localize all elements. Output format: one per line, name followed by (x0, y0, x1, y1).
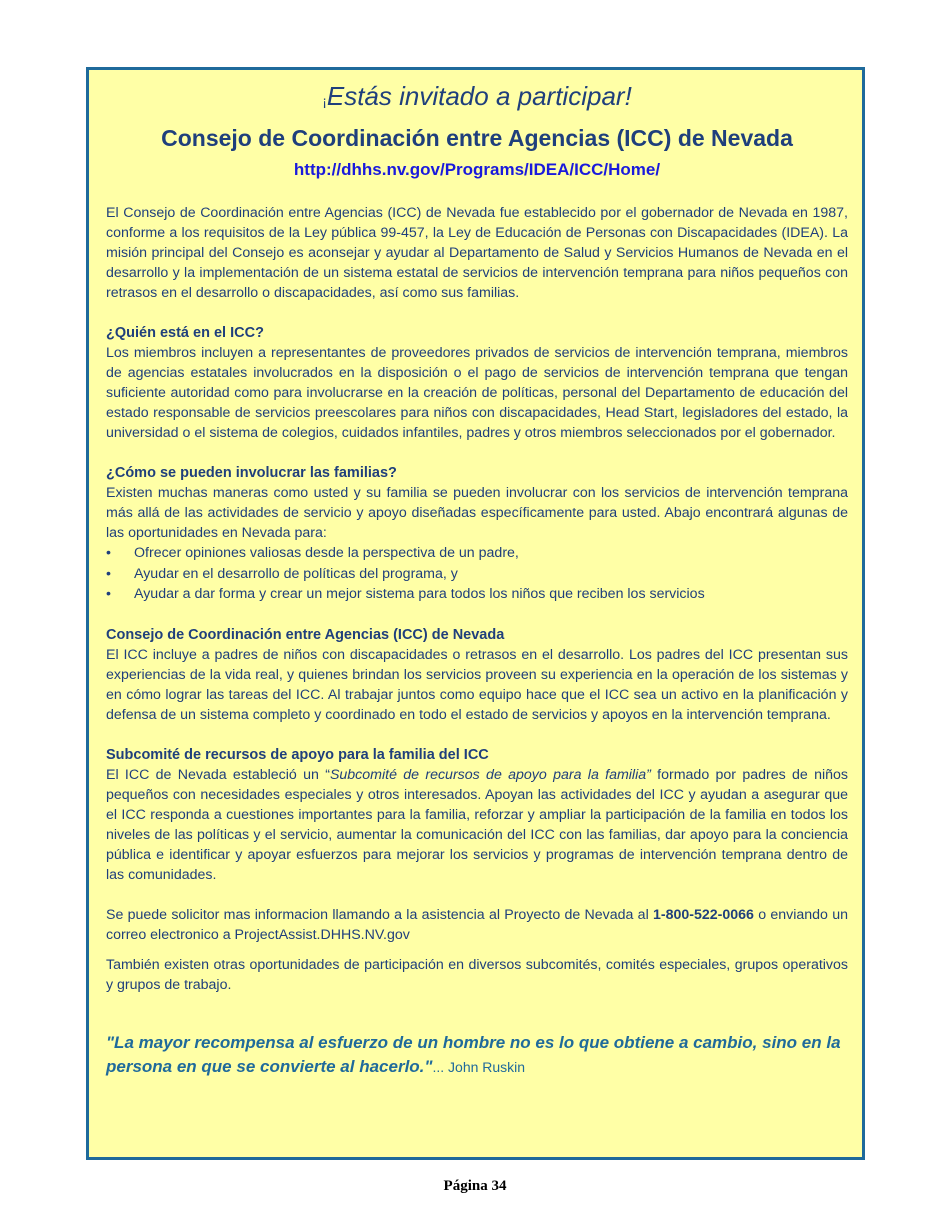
invite-text: Estás invitado a participar! (326, 81, 632, 111)
families-heading: ¿Cómo se pueden involucrar las familias? (106, 465, 397, 481)
list-item-text: Ayudar a dar forma y crear un mejor sistema para todos los niños que reciben los servicios (134, 586, 705, 602)
list-item-text: Ofrecer opiniones valiosas desde la perspectiva de un padre, (134, 545, 519, 561)
flyer-content (106, 70, 848, 1079)
subcommittee-body (106, 765, 848, 885)
bullet-icon: • (106, 586, 111, 602)
invite-mark: ¡ (322, 93, 327, 109)
families-body: Existen muchas maneras como usted y su familia se pueden involucrar con los servicios de intervención temprana más allá de las actividades de servicio y apoyo diseñadas específicamente para usted. Abajo encontrará algunas de las oportunidades en Nevada para: (106, 485, 848, 541)
icc-body: El ICC incluye a padres de niños con discapacidades o retrasos en el desarrollo. Los padres del ICC presentan sus experiencias de la vida real, y quienes brindan los servicios proveen su experiencia en la operación de los sistemas y en cómo lograr las tareas del ICC. Al trabajar juntos como equipo hace que el ICC sea un activo en la planificación y defensa de un sistema completo y coordinado en todo el estado de servicios y apoyos en la intervención temprana. (106, 646, 848, 723)
contact-paragraph (106, 905, 848, 945)
list-item (106, 584, 848, 605)
quote-text: "La mayor recompensa al esfuerzo de un hombre no es lo que obtiene a cambio, sino en la persona en que se convierte al hacerlo." (106, 1032, 841, 1076)
subcommittee-body-italic: Subcomité de recursos de apoyo para la familia” (329, 766, 651, 783)
families-bullet-list (106, 543, 848, 605)
quote (106, 1031, 848, 1079)
bullet-icon: • (106, 545, 111, 561)
icc-heading: Consejo de Coordinación entre Agencias (ICC) de Nevada (106, 626, 505, 643)
subcommittee-heading: Subcomité de recursos de apoyo para la familia del ICC (106, 746, 489, 763)
contact-phone: 1-800-522-0066 (652, 906, 754, 923)
page-number: Página 34 (443, 1178, 507, 1194)
icc-url-link[interactable]: http://dhhs.nv.gov/Programs/IDEA/ICC/Home/ (293, 160, 661, 179)
list-item (106, 564, 848, 585)
invite-heading (106, 80, 848, 117)
contact-pre: Se puede solicitor mas informacion llamando a la asistencia al Proyecto de Nevada al (106, 906, 653, 923)
contact-post: o enviando un correo electronico a ProjectAssist.DHHS.NV.gov (106, 906, 848, 943)
quote-author: ... John Ruskin (432, 1058, 526, 1075)
also-paragraph: También existen otras oportunidades de participación en diversos subcomités, comités especiales, grupos operativos y grupos de trabajo. (106, 956, 848, 993)
subcommittee-body-pre: El ICC de Nevada estableció un “ (106, 766, 330, 783)
intro-paragraph: El Consejo de Coordinación entre Agencias (ICC) de Nevada fue establecido por el gobernador de Nevada en 1987, conforme a los requisitos de la Ley pública 99-457, la Ley de Educación de Personas con Discapacidades (IDEA). La misión principal del Consejo es aconsejar y ayudar al Departamento de Salud y Servicios Humanos de Nevada en el desarrollo y la implementación de un sistema estatal de servicios de intervención temprana para niños pequeños con retrasos en el desarrollo o discapacidades, así como sus familias. (106, 205, 848, 301)
who-heading: ¿Quién está en el ICC? (106, 325, 264, 341)
subcommittee-body-post: formado por padres de niños pequeños con necesidades especiales y otros interesados. Apoyan las actividades del ICC y ayudan a asegurar que el ICC responda a cuestiones importantes para la familia, reforzar y ampliar la participación de la familia en todos los niveles de las políticas y el servicio, aumentar la comunicación del ICC con las familias, dar apoyo para la conciencia pública e identificar y apoyar esfuerzos para mejorar los servicios y programas de intervención temprana dentro de las comunidades. (106, 766, 848, 883)
bullet-icon: • (106, 565, 111, 582)
who-body: Los miembros incluyen a representantes de proveedores privados de servicios de intervención temprana, miembros de agencias estatales involucrados en la disposición o el pago de servicios de intervención temprana que tengan suficiente autoridad como para involucrarse en la creación de políticas, personal del Departamento de educación del estado responsable de servicios preescolares para niños con discapacidades, Head Start, legisladores del estado, la universidad o el sistema de colegios, cuidados infantiles, padres y otros miembros seleccionados por el gobernador. (106, 345, 848, 441)
page-title: Consejo de Coordinación entre Agencias (ICC) de Nevada (161, 125, 793, 151)
flyer-box (86, 67, 865, 1160)
list-item (106, 543, 848, 564)
list-item-text: Ayudar en el desarrollo de políticas del programa, y (134, 565, 458, 582)
